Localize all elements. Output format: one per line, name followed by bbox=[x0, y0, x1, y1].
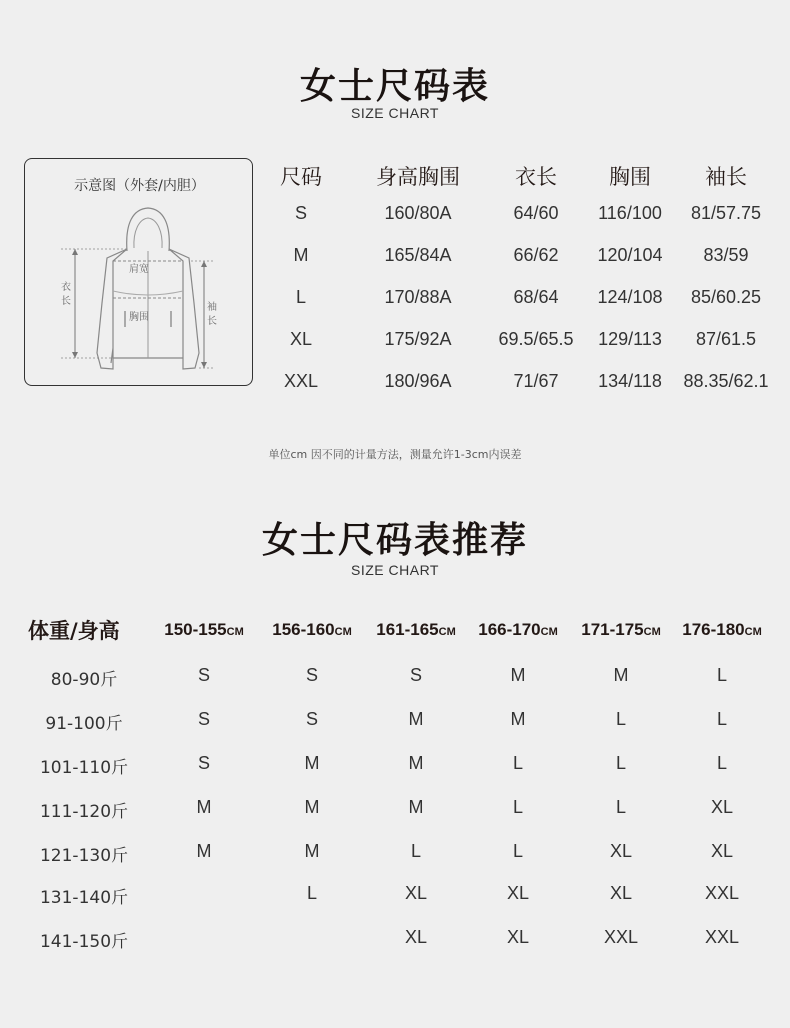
size-table-cell: 165/84A bbox=[384, 245, 452, 265]
recommend-title: 女士尺码表推荐 bbox=[261, 520, 528, 561]
height-range-value: 161-165 bbox=[376, 620, 439, 639]
recommended-size-cell: L bbox=[615, 753, 626, 773]
recommended-size-cell: XL bbox=[710, 797, 734, 817]
recommended-size-cell: XL bbox=[609, 883, 633, 903]
diagram-caption: 示意图（外套/内胆） bbox=[74, 178, 205, 194]
unit-label: CM bbox=[438, 626, 456, 638]
recommended-size-cell: S bbox=[197, 753, 210, 773]
recommended-size-cell: XL bbox=[404, 883, 428, 903]
size-table-cell: 81/57.75 bbox=[690, 203, 762, 223]
recommended-size-cell: L bbox=[410, 841, 421, 861]
recommended-size-cell: S bbox=[305, 709, 318, 729]
size-table-cell: 69.5/65.5 bbox=[498, 329, 574, 349]
recommended-size-cell: XL bbox=[404, 927, 428, 947]
height-range-value: 171-175 bbox=[581, 620, 644, 639]
size-table-cell: 175/92A bbox=[384, 329, 452, 349]
recommended-size-cell: XL bbox=[506, 927, 530, 947]
recommended-size-cell: L bbox=[716, 753, 727, 773]
shoulder-label: 肩宽 bbox=[129, 264, 149, 275]
unit-label: CM bbox=[226, 626, 244, 638]
size-table-cell: 64/60 bbox=[513, 203, 559, 223]
recommended-size-cell: M bbox=[510, 665, 526, 685]
header-sleeve: 袖长 bbox=[705, 165, 747, 189]
weight-range-label: 101-110斤 bbox=[39, 758, 129, 778]
recommended-size-cell: L bbox=[615, 709, 626, 729]
size-chart-title: 女士尺码表 bbox=[299, 66, 490, 107]
size-table-cell: 120/104 bbox=[597, 245, 663, 265]
size-table-cell: 88.35/62.1 bbox=[683, 371, 769, 391]
recommended-size-cell: XXL bbox=[704, 883, 740, 903]
height-range-header bbox=[463, 620, 573, 640]
size-table-cell: XXL bbox=[283, 371, 319, 391]
size-table-cell: 124/108 bbox=[597, 287, 663, 307]
weight-range-label: 111-120斤 bbox=[39, 802, 129, 822]
height-range-value: 166-170 bbox=[478, 620, 541, 639]
recommended-size-cell: M bbox=[304, 753, 320, 773]
recommended-size-cell: XL bbox=[609, 841, 633, 861]
recommended-size-cell: L bbox=[716, 665, 727, 685]
recommended-size-cell: M bbox=[613, 665, 629, 685]
height-range-value: 156-160 bbox=[272, 620, 335, 639]
unit-label: CM bbox=[540, 626, 558, 638]
size-chart-subtitle: SIZE CHART bbox=[351, 105, 439, 121]
recommended-size-cell: M bbox=[196, 841, 212, 861]
height-range-header bbox=[149, 620, 259, 640]
size-table-cell: S bbox=[294, 203, 307, 223]
height-range-value: 176-180 bbox=[682, 620, 745, 639]
header-length: 衣长 bbox=[515, 165, 557, 189]
unit-label: CM bbox=[334, 626, 352, 638]
header-size: 尺码 bbox=[280, 165, 322, 189]
weight-range-label: 141-150斤 bbox=[39, 932, 129, 952]
unit-label: CM bbox=[643, 626, 661, 638]
recommended-size-cell: S bbox=[197, 709, 210, 729]
header-chest: 胸围 bbox=[609, 165, 651, 189]
size-table-cell: 134/118 bbox=[598, 371, 662, 391]
recommended-size-cell: M bbox=[304, 841, 320, 861]
recommended-size-cell: L bbox=[716, 709, 727, 729]
size-table-cell: 85/60.25 bbox=[690, 287, 762, 307]
height-range-header bbox=[566, 620, 676, 640]
size-table-cell: 66/62 bbox=[513, 245, 559, 265]
size-table-cell: M bbox=[293, 245, 309, 265]
recommended-size-cell: S bbox=[305, 665, 318, 685]
measurement-note: 单位cm 因不同的计量方法，测量允许1-3cm内误差 bbox=[268, 448, 522, 461]
weight-range-label: 91-100斤 bbox=[45, 714, 123, 734]
recommended-size-cell: XXL bbox=[704, 927, 740, 947]
jacket-diagram bbox=[24, 158, 253, 386]
recommended-size-cell: S bbox=[409, 665, 422, 685]
header-height-chest: 身高胸围 bbox=[376, 165, 460, 189]
sleeve-label: 袖长 bbox=[207, 302, 217, 327]
recommended-size-cell: M bbox=[408, 753, 424, 773]
recommended-size-cell: M bbox=[408, 797, 424, 817]
recommended-size-cell: L bbox=[512, 841, 523, 861]
recommended-size-cell: M bbox=[196, 797, 212, 817]
unit-label: CM bbox=[744, 626, 762, 638]
recommended-size-cell: XL bbox=[710, 841, 734, 861]
recommended-size-cell: M bbox=[304, 797, 320, 817]
chest-label: 胸围 bbox=[129, 312, 149, 323]
recommended-size-cell: M bbox=[408, 709, 424, 729]
weight-height-header: 体重/身高 bbox=[28, 619, 120, 643]
size-table-cell: 116/100 bbox=[598, 203, 662, 223]
height-range-header bbox=[361, 620, 471, 640]
recommended-size-cell: L bbox=[306, 883, 317, 903]
size-table-cell: 129/113 bbox=[598, 329, 662, 349]
recommended-size-cell: L bbox=[615, 797, 626, 817]
size-table-cell: XL bbox=[289, 329, 313, 349]
size-table-cell: 71/67 bbox=[513, 371, 559, 391]
size-table-cell: 170/88A bbox=[384, 287, 452, 307]
recommended-size-cell: L bbox=[512, 753, 523, 773]
recommend-subtitle: SIZE CHART bbox=[351, 562, 439, 578]
size-table-cell: 87/61.5 bbox=[695, 329, 757, 349]
recommended-size-cell: L bbox=[512, 797, 523, 817]
weight-range-label: 131-140斤 bbox=[39, 888, 129, 908]
size-table-cell: L bbox=[295, 287, 306, 307]
recommended-size-cell: XXL bbox=[603, 927, 639, 947]
recommended-size-cell: S bbox=[197, 665, 210, 685]
length-label: 衣长 bbox=[61, 282, 71, 307]
height-range-value: 150-155 bbox=[164, 620, 227, 639]
size-table-cell: 160/80A bbox=[384, 203, 452, 223]
size-table-cell: 83/59 bbox=[703, 245, 749, 265]
height-range-header bbox=[257, 620, 367, 640]
size-table-cell: 180/96A bbox=[384, 371, 452, 391]
recommended-size-cell: M bbox=[510, 709, 526, 729]
weight-range-label: 80-90斤 bbox=[50, 670, 118, 690]
recommended-size-cell: XL bbox=[506, 883, 530, 903]
weight-range-label: 121-130斤 bbox=[39, 846, 129, 866]
height-range-header bbox=[667, 620, 777, 640]
size-table-cell: 68/64 bbox=[513, 287, 559, 307]
